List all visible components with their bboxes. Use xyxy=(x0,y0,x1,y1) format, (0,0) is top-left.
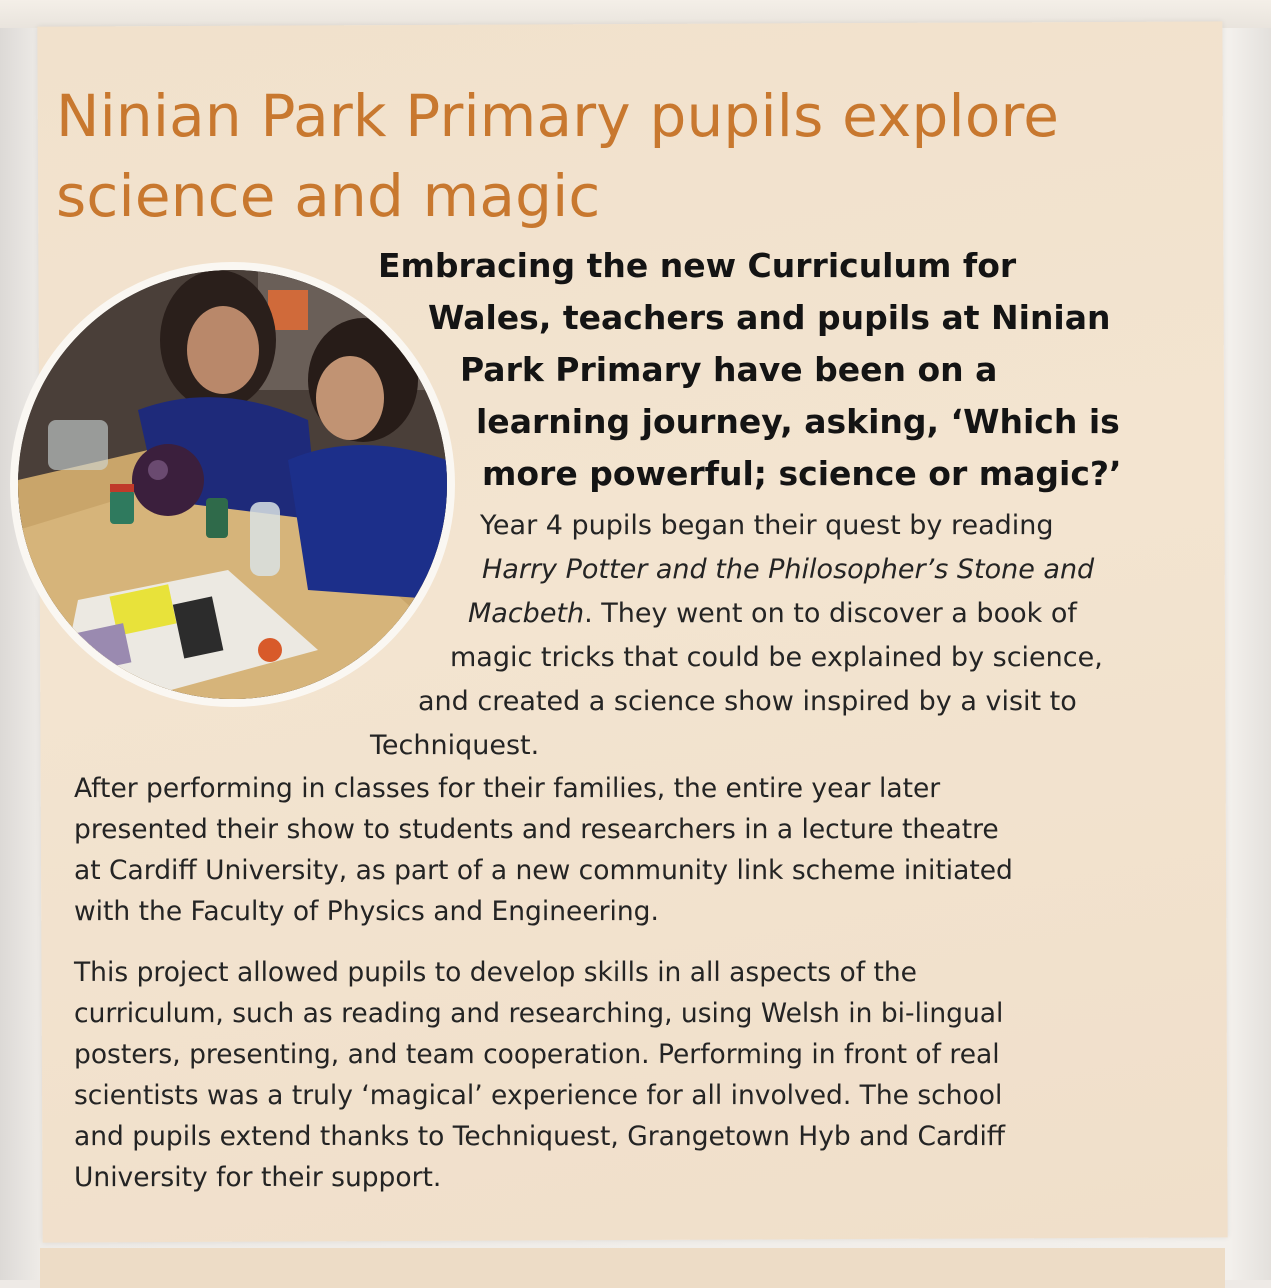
standfirst-line: learning journey, asking, ‘Which is xyxy=(476,402,1120,441)
intro-line xyxy=(370,548,1210,592)
intro-line: Year 4 pupils began their quest by reading xyxy=(480,510,1054,541)
paragraph-line: scientists was a truly ‘magical’ experience for all involved. The school xyxy=(74,1080,1003,1111)
paragraph-line: curriculum, such as reading and researching, using Welsh in bi-lingual xyxy=(74,998,1004,1029)
intro-line: magic tricks that could be explained by science, xyxy=(450,642,1103,673)
paragraph-line: This project allowed pupils to develop skills in all aspects of the xyxy=(74,957,917,988)
intro-paragraph xyxy=(370,504,1210,768)
intro-line-rest: . They went on to discover a book of xyxy=(584,598,1077,629)
standfirst-line: Wales, teachers and pupils at Ninian xyxy=(428,298,1111,337)
paragraph-line: After performing in classes for their families, the entire year later xyxy=(74,773,941,804)
paragraph-line: University for their support. xyxy=(74,1162,442,1193)
standfirst-line: Embracing the new Curriculum for xyxy=(378,246,1017,285)
paragraph-project xyxy=(74,952,1194,1198)
paragraph-line: presented their show to students and researchers in a lecture theatre xyxy=(74,814,999,845)
article-headline: Ninian Park Primary pupils explore science and magic xyxy=(56,82,1060,230)
next-article-panel-edge xyxy=(40,1248,1225,1288)
paragraph-line: with the Faculty of Physics and Engineering. xyxy=(74,896,659,927)
standfirst xyxy=(378,240,1178,500)
paragraph-line: posters, presenting, and team cooperation. Performing in front of real xyxy=(74,1039,1000,1070)
paragraph-line: at Cardiff University, as part of a new community link scheme initiated xyxy=(74,855,1013,886)
intro-line xyxy=(370,592,1210,636)
standfirst-line: more powerful; science or magic?’ xyxy=(482,454,1122,493)
book-title: Macbeth xyxy=(468,598,585,629)
paragraph-performance xyxy=(74,768,1194,932)
intro-line: and created a science show inspired by a visit to xyxy=(418,686,1077,717)
intro-line: Techniquest. xyxy=(370,730,540,761)
book-title: Harry Potter and the Philosopher’s Stone and xyxy=(482,554,1095,585)
paragraph-line: and pupils extend thanks to Techniquest, Grangetown Hyb and Cardiff xyxy=(74,1121,1006,1152)
standfirst-line: Park Primary have been on a xyxy=(460,350,998,389)
